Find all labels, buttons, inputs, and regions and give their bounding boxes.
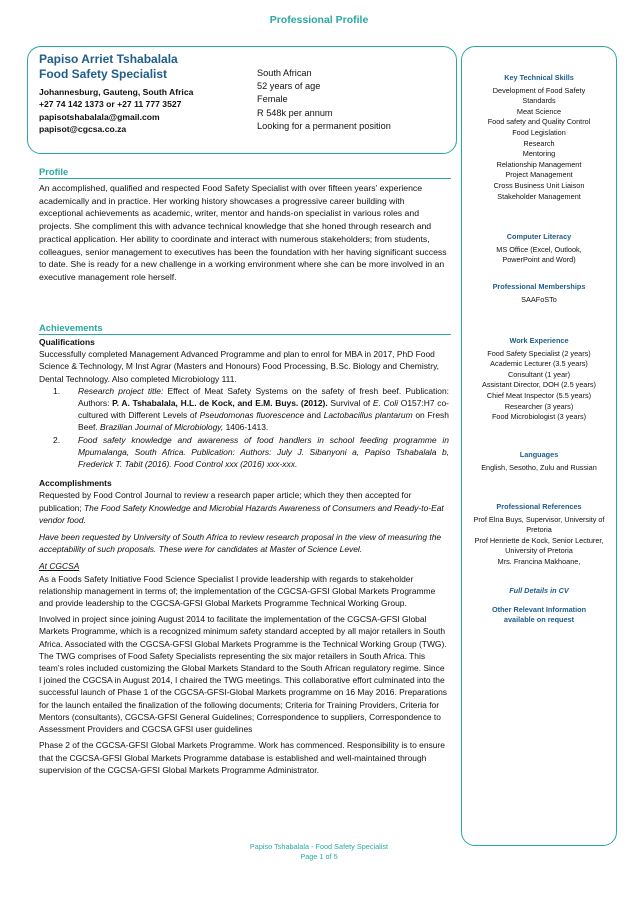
fact-seeking: Looking for a permanent position: [257, 120, 391, 131]
publication-pages: 1406-1413.: [223, 422, 269, 433]
experience-item: Chief Meat Inspector (5.5 years): [486, 390, 592, 400]
experience-item: Consultant (1 year): [507, 369, 571, 379]
page-footer: [0, 842, 638, 862]
publication-text: Food safety knowledge and awareness of food handlers in school feeding programme in Mpumalanga, South Africa. Publication: Authors: July J. Sibanyoni a, Papiso Tshabalala b, Frederick T. Tabit (2016). Food Control xxx (2016) xxx-xxx.: [78, 434, 449, 470]
skills-section: [464, 73, 614, 202]
candidate-name: Papiso Arriet Tshabalala: [39, 52, 178, 66]
footer-page-number: Page 1 of 5: [300, 852, 338, 861]
computer-heading: Computer Literacy: [506, 232, 572, 241]
skill-item: Development of Food Safety Standards: [492, 85, 586, 106]
list-number: 2.: [53, 434, 61, 445]
languages-heading: Languages: [519, 450, 559, 459]
profile-paragraph: An accomplished, qualified and respected Food Safety Specialist with over fifteen years’ experience academically and in practice. Her working history showcases a progressive career building with exceptional achievements as academic, writer, mentor and hands-on specialist in various roles and projects. She compliment this with advance technical knowledge that she honed through research and practical application. Her ability to coordinate and interact with numerous stakeholders; from students, colleagues, senior management to executives has been the foundation with her having significant success to date. She is ready for a new challenge in a working environment where she can be more involved in an executive management role herself.: [39, 183, 447, 282]
header-name-block: [39, 52, 178, 82]
publication-authors: P. A. Tshabalala, H.L. de Kock, and E.M. Buys. (2012).: [112, 398, 328, 409]
skill-item: Mentoring: [522, 149, 556, 159]
qualifications-heading: Qualifications: [39, 337, 95, 347]
skill-item: Relationship Management: [496, 159, 582, 169]
achievements-heading: Achievements: [39, 322, 451, 335]
accomplishment-text: Requested by Food Control Journal to review a research paper article; which they then accepted for publication;: [39, 490, 412, 513]
organism-name: Pseudomonas fluorescence: [199, 410, 305, 421]
computer-section: [464, 232, 614, 266]
personal-facts: [257, 67, 391, 133]
reference-item: Prof Henriette de Kock, Senior Lecturer, University of Pretoria: [474, 535, 604, 556]
skill-item: Food Legislation: [512, 127, 566, 137]
reference-item: Prof Elna Buys, Supervisor, University of Pretoria: [473, 514, 605, 535]
languages-list: English, Sesotho, Zulu and Russian: [481, 462, 597, 472]
accomplishment-1: [39, 489, 449, 526]
experience-item: Food Microbiologist (3 years): [491, 412, 587, 422]
computer-skills: MS Office (Excel, Outlook, PowerPoint and Word): [496, 244, 582, 265]
email-secondary: papisot@cgcsa.co.za: [39, 124, 127, 135]
accomplishment-2: Have been requested by University of South Africa to review research proposal in the view of measuring the acceptability of such proposals. These were for candidates at Master of Science Level.: [39, 532, 442, 555]
skill-item: Meat Science: [516, 106, 562, 116]
skill-item: Cross Business Unit Liaison: [493, 180, 585, 190]
skill-item: Project Management: [505, 170, 573, 180]
membership-item: SAAFoSTo: [521, 294, 557, 304]
skill-item: Food safety and Quality Control: [487, 117, 591, 127]
fact-nationality: South African: [257, 68, 312, 78]
publication-text: O157:H7 co-cultured with Different Levels of: [78, 398, 449, 421]
contact-block: [39, 86, 193, 136]
experience-section: [464, 336, 614, 423]
candidate-role: Food Safety Specialist: [39, 67, 168, 81]
languages-section: [464, 450, 614, 473]
publication-text: Effect of Meat Safety Systems on the safety of fresh beef. Publication: Authors:: [78, 385, 449, 409]
publication-text: on Fresh Beef.: [78, 410, 449, 433]
full-details-note: Full Details in CV: [509, 586, 569, 595]
cgcsa-paragraph-2: Involved in project since joining August 2014 to facilitate the implementation of the CGCSA-GFSI Global Markets Programme, which is a recognized minimum safety standard accepted by all major retailers in South Africa. Associated with the CGCSA-GFSI Global Markets Programme is the Technical Working Group (TWG). The TWG comprises of Food Safety Specialists representing the six major retailers in South Africa. This team’s roles included customizing the Global Markets Standard to the South African regulatory regime. Since I joined the CGCSA in August 2014, I chaired the TWG meetings. This collaborative effort culminated into the successful launch of Phase 1 of the CGCSA-GFSI-Global Markets programme on 16 May 2016. Preparations for the launch entailed the finalization of the following documents; Criteria for Training Providers, Criteria for Mentors (consultants), CGCSA-GFSI General Guidelines; Correspondence to suppliers, Correspondence to Assessment Providers and CGCSA GFSI user guidelines: [39, 614, 448, 735]
publication-text: and: [304, 410, 324, 421]
reference-item: Mrs. Francina Makhoane,: [497, 556, 581, 566]
organism-name: Lactobacillus plantarum: [323, 410, 413, 421]
experience-item: Researcher (3 years): [504, 401, 574, 411]
journal-name: Brazilian Journal of Microbiology,: [100, 422, 224, 433]
experience-heading: Work Experience: [509, 336, 569, 345]
profile-heading: Profile: [39, 166, 451, 179]
publication-item: [39, 385, 449, 434]
other-info-note: Other Relevant Information available on request: [491, 604, 587, 625]
publication-label: Research project title:: [78, 385, 164, 396]
cgcsa-heading: At CGCSA: [39, 561, 80, 572]
cgcsa-paragraph-3: Phase 2 of the CGCSA-GFSI Global Markets Programme. Work has commenced. Responsibility is to ensure that the CGCSA-GFSI Global Markets Programme database is established and well-maintained through supervision of the CGCSA-GFSI Global Markets Programme Administrator.: [39, 740, 445, 775]
skill-item: Stakeholder Management: [497, 191, 581, 201]
publication-text: Survival of: [327, 398, 373, 409]
references-heading: Professional References: [496, 502, 582, 511]
fact-gender: Female: [257, 94, 288, 105]
location: Johannesburg, Gauteng, South Africa: [39, 87, 194, 97]
page-title: Professional Profile: [269, 14, 369, 26]
skill-item: Research: [523, 138, 555, 148]
accomplishments-heading: Accomplishments: [39, 478, 112, 489]
achievements-body: [39, 336, 449, 776]
article-title: The Food Safety Knowledge and Microbial Hazards Awareness of Consumers and Ready-to-Eat vendor food.: [39, 502, 444, 525]
publications-list: [39, 385, 449, 470]
organism-name: E. Coli: [372, 398, 399, 409]
skills-heading: Key Technical Skills: [504, 73, 574, 82]
profile-text: [39, 182, 449, 284]
memberships-heading: Professional Memberships: [492, 282, 586, 291]
fact-age: 52 years of age: [257, 81, 321, 92]
memberships-section: [464, 282, 614, 305]
experience-item: Assistant Director, DOH (2.5 years): [482, 380, 596, 390]
experience-item: Academic Lecturer (3.5 years): [490, 359, 588, 369]
publication-item: [39, 434, 449, 471]
email-primary: papisotshabalala@gmail.com: [39, 111, 160, 122]
references-section: [464, 502, 614, 568]
experience-item: Food Safety Specialist (2 years): [487, 348, 591, 358]
footer-author: Papiso Tshabalala - Food Safety Specialist: [249, 842, 389, 851]
cv-note-section: [464, 586, 614, 626]
fact-salary: R 548k per annum: [257, 107, 333, 118]
qualifications-text: Successfully completed Management Advanced Programme and plan to enrol for MBA in 2017, PhD Food Science & Technology, M Inst Agrar (Masters and Honours) Food Processing, B.Sc. Biology and Chemistry, Dental Technology. Also completed Microbiology 111.: [39, 349, 440, 384]
cgcsa-paragraph-1: As a Foods Safety Initiative Food Science Specialist I provide leadership with regards to stakeholder relationship management in terms of; the implementation of the CGCSA-GFSI Global Markets Programme and provide leadership to the CGCSA-GFSI Global Markets Programme Technical Working Group.: [39, 573, 436, 609]
list-number: 1.: [53, 385, 61, 396]
phone: +27 74 142 1373 or +27 11 777 3527: [39, 99, 182, 110]
